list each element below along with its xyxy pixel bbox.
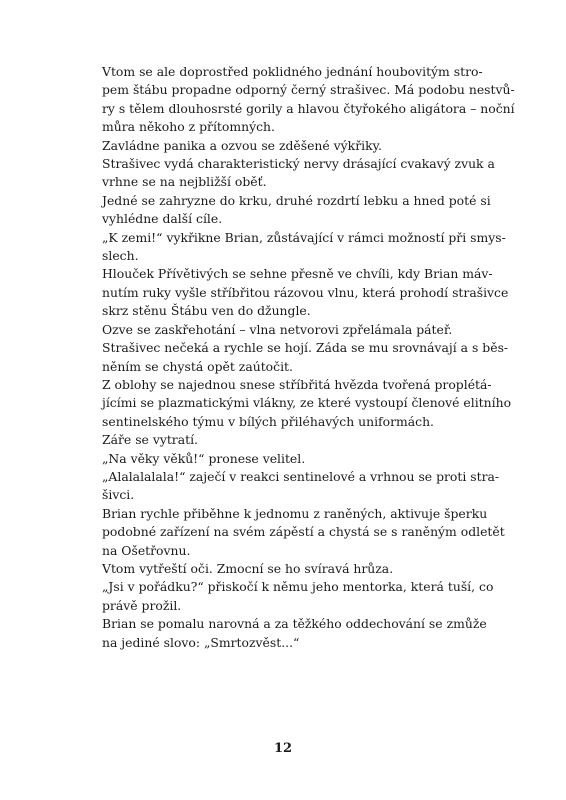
text-line: „Jsi v pořádku?“ přiskočí k němu jeho mentorka, která tuší, co bbox=[102, 579, 494, 595]
text-line: vrhne se na nejbližší oběť. bbox=[102, 174, 267, 190]
text-line: Ozve se zaskřehotání – vlna netvorovi zpřelámala páteř. bbox=[102, 321, 453, 337]
text-line: na jediné slovo: „Smrtozvěst...“ bbox=[102, 634, 300, 650]
page-number: 12 bbox=[273, 741, 293, 756]
paragraph bbox=[88, 321, 479, 339]
paragraph bbox=[88, 376, 512, 431]
text-line: „K zemi!“ vykřikne Brian, zůstávající v rámci možností při smys- bbox=[102, 229, 506, 245]
text-line: Z oblohy se najednou snese stříbřitá hvězda tvořená proplétá- bbox=[102, 376, 492, 392]
paragraph bbox=[88, 339, 509, 376]
text-line: Zavládne panika a ozvou se zděšené výkřiky. bbox=[102, 137, 382, 153]
text-line: na Ošetřovnu. bbox=[102, 542, 191, 558]
text-line: Brian se pomalu narovná a za těžkého oddechování se zmůže bbox=[102, 616, 487, 632]
text-line: jícími se plazmatickými vlákny, ze které vystoupí členové elitního bbox=[102, 395, 512, 411]
text-line: Brian rychle přiběhne k jednomu z raněných, aktivuje šperku bbox=[102, 505, 488, 521]
text-line: můra někoho z přítomných. bbox=[102, 119, 275, 135]
paragraph bbox=[88, 468, 500, 505]
body-text bbox=[88, 63, 515, 652]
text-line: Záře se vytratí. bbox=[102, 432, 198, 448]
paragraph bbox=[88, 450, 479, 468]
text-line: Vtom se ale doprostřed poklidného jednání houbovitým stro- bbox=[102, 64, 483, 79]
text-line: Strašivec nečeká a rychle se hojí. Záda se mu srovnávají a s běs- bbox=[102, 340, 509, 356]
text-line: vyhlédne další cíle. bbox=[102, 211, 223, 227]
paragraph bbox=[88, 560, 479, 578]
paragraph bbox=[88, 63, 515, 137]
paragraph bbox=[88, 505, 505, 560]
text-line: „Alalalalala!“ zaječí v reakci sentinelové a vrhnou se proti stra- bbox=[102, 468, 500, 484]
text-line: nutím ruky vyšle stříbřitou rázovou vlnu, která prohodí strašivce bbox=[102, 284, 509, 300]
text-line: něním se chystá opět zaútočit. bbox=[102, 358, 293, 374]
paragraph bbox=[88, 265, 509, 320]
text-line: Hlouček Přívětivých se sehne přesně ve chvíli, kdy Brian máv- bbox=[102, 266, 493, 282]
paragraph bbox=[88, 137, 479, 155]
text-line: pem štábu propadne odporný černý strašivec. Má podobu nestvů- bbox=[102, 82, 515, 98]
text-line: Jedné se zahryzne do krku, druhé rozdrtí lebku a hned poté si bbox=[102, 192, 491, 208]
text-line: podobné zařízení na svém zápěstí a chystá se s raněným odletět bbox=[102, 524, 505, 540]
text-line: slech. bbox=[102, 248, 139, 264]
paragraph bbox=[88, 615, 487, 652]
text-line: sentinelského týmu v bílých přiléhavých uniformách. bbox=[102, 413, 434, 429]
text-line: ry s tělem dlouhosrsté gorily a hlavou čtyřokého aligátora – noční bbox=[102, 100, 515, 116]
paragraph bbox=[88, 192, 491, 229]
text-line: „Na věky věků!“ pronese velitel. bbox=[102, 450, 306, 466]
paragraph bbox=[88, 431, 479, 449]
text-line: Vtom vytřeští oči. Zmocní se ho svíravá hrůza. bbox=[102, 560, 394, 576]
text-line: právě prožil. bbox=[102, 597, 182, 613]
text-line: šivci. bbox=[102, 487, 135, 503]
text-line: Strašivec vydá charakteristický nervy drásající cvakavý zvuk a bbox=[102, 156, 495, 172]
paragraph bbox=[88, 578, 494, 615]
paragraph bbox=[88, 155, 495, 192]
paragraph bbox=[88, 229, 506, 266]
text-line: skrz stěnu Štábu ven do džungle. bbox=[102, 303, 311, 319]
